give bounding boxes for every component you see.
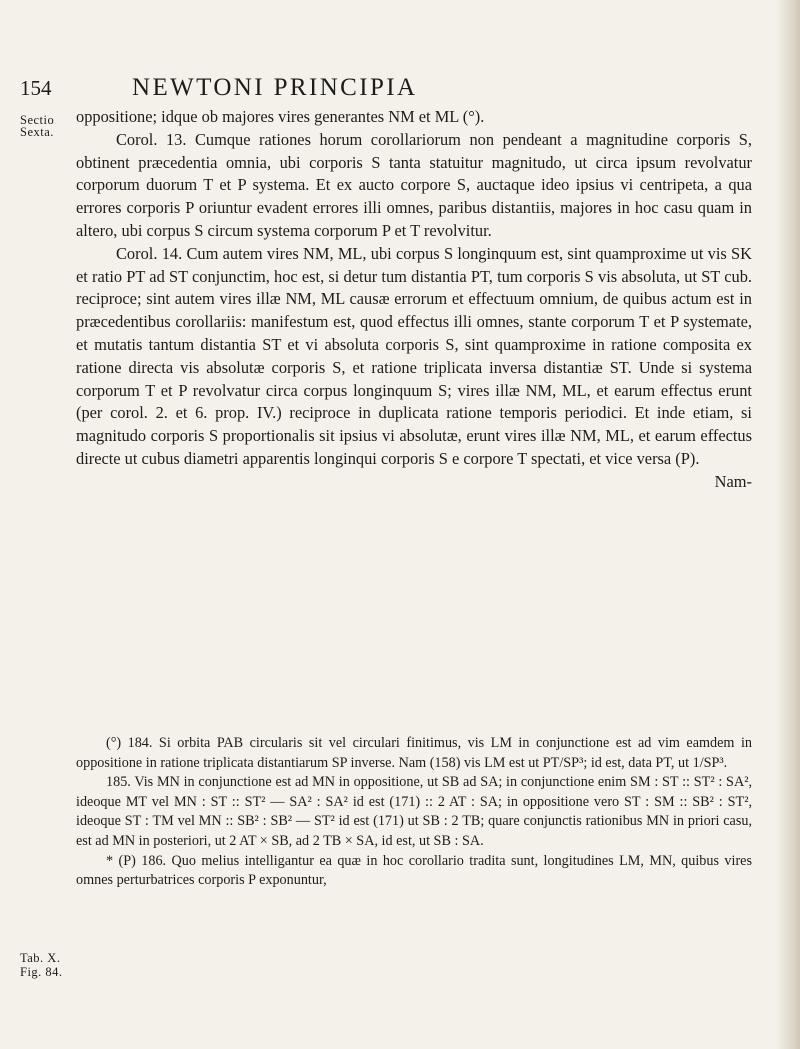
margin-figure-ref (20, 952, 63, 978)
paragraph-corollary-13: Corol. 13. Cumque rationes horum corollariorum non pendeant a magnitudine corporis S, obtinent præcedentia omnia, ubi corporis S tanta statuitur magnitudo, ut circa ipsum revolvatur corporum duorum T et P systema. Et ex aucto corpore S, auctaque ideo ipsius vi centripeta, a qua errores corporis P oriuntur evadent errores illi omnes, paribus distantiis, majores in hoc casu quam in altero, ubi corpus S circum systema corporum P et T revolvitur. (76, 129, 752, 240)
page-header (20, 76, 760, 106)
paragraph-continuation: oppositione; idque ob majores vires generantes NM et ML (°). (76, 107, 485, 126)
margin-section-label (20, 114, 54, 138)
running-title: NEWTONI PRINCIPIA (132, 74, 418, 101)
margin-table-ref: Tab. X. (20, 951, 61, 965)
page-edge-shadow (776, 0, 800, 1049)
margin-section-line2: Sexta. (20, 125, 54, 139)
footnotes (76, 734, 752, 891)
page-number: 154 (20, 76, 52, 100)
margin-section-line1: Sectio (20, 113, 55, 127)
main-text (76, 106, 752, 494)
footnote-186: * (P) 186. Quo melius intelligantur ea quæ in hoc corollario tradita sunt, longitudines LM, MN, quibus vires omnes perturbatrices corporis P exponuntur, (76, 852, 752, 889)
margin-figure-number: Fig. 84. (20, 965, 63, 979)
footnote-184: (°) 184. Si orbita PAB circularis sit vel circulari finitimus, vis LM in conjunctione est ad vim eamdem in oppositione in ratione triplicata distantiarum SP inverse. Nam (158) vis LM est ut PT/SP³; id est, data PT, ut 1/SP³. (76, 735, 752, 771)
paragraph-corollary-14: Corol. 14. Cum autem vires NM, ML, ubi corpus S longinquum est, sint quamproxime ut vis SK et ratio PT ad ST conjunctim, hoc est, si detur tum distantia PT, tum corporis S vis absoluta, ut ST cub. reciproce; sint autem vires illæ NM, ML causæ errorum et effectuum omnium, de quibus actum est in præcedentibus corollariis: manifestum est, quod effectus illi omnes, stante corporum T et P systemate, et mutatis tantum distantia ST et vi absoluta corporis S, sint quamproxime in ratione composita ex ratione directa vis absolutæ corporis S, et ratione triplicata inversa distantiæ ST. Unde si systema corporum T et P revolvatur circa corpus longinquum S; vires illæ NM, ML, et earum effectus erunt (per corol. 2. et 6. prop. IV.) reciproce in duplicata ratione temporis periodici. Et inde etiam, si magnitudo corporis S proportionalis sit ipsius vi absolutæ, erunt vires illæ NM, ML, et earum effectus directe ut cubus diametri apparentis longinqui corporis S e corpore T spectati, et vice versa (P). (76, 243, 752, 468)
catchword: Nam- (714, 471, 752, 491)
footnote-185: 185. Vis MN in conjunctione est ad MN in oppositione, ut SB ad SA; in conjunctione enim SM : ST :: ST² : SA², ideoque MT vel MN : ST :: ST² — SA² : SA² id est (171) :: 2 AT : SA; in oppositione vero ST : SM :: SB² : ST², ideoque ST : TM vel MN :: SB² : SB² — ST² id est (171) ut SB : 2 TB; quare conjunctis rationibus MN in priori casu, est ad MN in posteriori, ut 2 AT × SB, ad 2 TB × SA, id est, ut SB : SA. (76, 774, 752, 849)
